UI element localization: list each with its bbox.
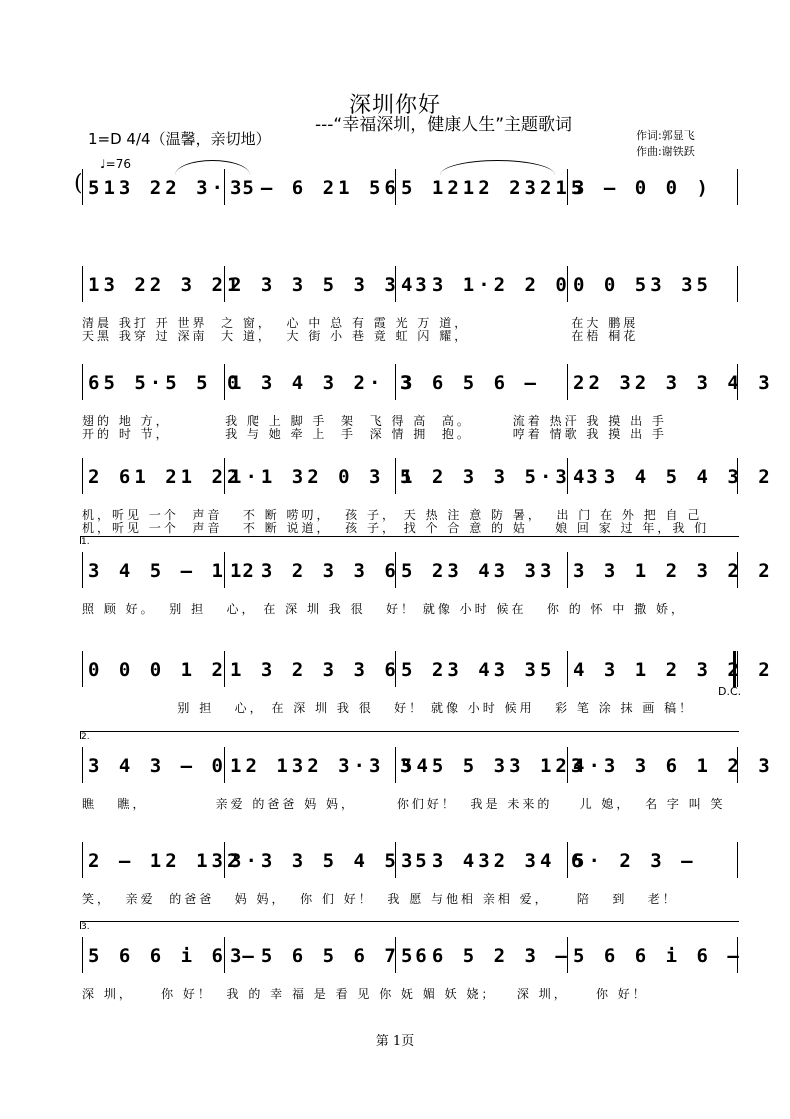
credits	[636, 128, 695, 160]
lyric-line: 天黑 我穿 过 深南 大 道， 大 街 小 巷 竟 虹 闪 耀， 在梧 桐花	[82, 329, 639, 343]
measure: 2 3 3 5 3 3 3	[230, 274, 431, 296]
bar-line	[737, 266, 738, 302]
measure: 5 23 43 35	[401, 659, 556, 681]
lyric-line: 别 担 心， 在 深 圳 我 很 好！ 就像 小时 候用 彩 笔 涂 抹 画 稿！	[82, 701, 695, 715]
measure: 0 0 53 35	[573, 274, 712, 296]
bar-line	[82, 937, 83, 973]
measure: 5 23 43 33	[401, 560, 556, 582]
lyric-line: 机，听见 一个 声音 不 断 唠叨， 孩 子， 天 热 注 意 防 暑， 出 门 在 外 把 自 己	[82, 508, 703, 522]
measure: 5 1212 23215	[401, 177, 587, 199]
measure: 4 3 1·2 2 0	[401, 274, 571, 296]
lyric-line: 开的 时 节， 我 与 她 牵 上 手 深 情 拥 抱。 哼着 情歌 我 摸 出 手	[82, 427, 667, 441]
bar-line	[82, 552, 83, 588]
measure: 5 6 5 2 3 –	[401, 945, 571, 967]
measure: 2 – 12 132	[88, 850, 243, 872]
lyric-line: 机，听见 一个 声音 不 断 说道， 孩 子， 找 个 合 意 的 姑 娘 回 家 过 年，我 们	[82, 521, 710, 535]
bar-line	[737, 169, 738, 205]
measure: 3 3 432 34 6	[401, 850, 587, 872]
bar-line	[82, 266, 83, 302]
volta-bracket	[80, 731, 739, 732]
measure: 22 32 3 3 4 3	[573, 372, 774, 394]
measure: 1 2 3 3 5·3 3	[401, 466, 602, 488]
lyric-line: 深 圳， 你 好！ 我 的 幸 福 是 看 见 你 妩 媚 妖 娆； 深 圳， 你 好！	[82, 987, 648, 1001]
bar-line	[567, 651, 568, 687]
measure: 1 3 2 3 3 6	[230, 560, 400, 582]
song-title: 深圳你好	[348, 93, 441, 118]
measure: 3 4 3 – 0	[88, 755, 227, 777]
key-signature: 1=D 4/4（温馨，亲切地）	[88, 130, 271, 148]
lyric-line: 清晨 我打 开 世界 之 窗， 心 中 总 有 霞 光 万 道， 在大 鹏展	[82, 316, 639, 330]
bar-line	[737, 842, 738, 878]
bar-line	[82, 651, 83, 687]
measure: 4 3 1 2 3 2 2	[573, 659, 774, 681]
volta-number: 3.	[81, 922, 90, 932]
page-number: 第 1页	[375, 1034, 415, 1049]
measure: 3·3 3 5 4 5 5	[230, 850, 431, 872]
measure: 3 – 6 21 56	[230, 177, 400, 199]
measure: 65 5·5 5 0	[88, 372, 243, 394]
da-capo-marking: D.C.	[718, 685, 742, 698]
lyric-line: 瞧 瞧， 亲爱 的爸爸 妈 妈， 你们好！ 我是 未来的 儿 媳， 名 字 叫 笑	[82, 797, 726, 811]
measure: 5· 2 3 –	[573, 850, 697, 872]
measure: 12 132 3·3 3	[230, 755, 416, 777]
measure: 4·3 3 6 1 2 3	[573, 755, 774, 777]
song-subtitle: ---“幸福深圳，健康人生”主题歌词	[315, 115, 573, 135]
measure: 3 3 1 2 3 2 2	[573, 560, 774, 582]
bar-line	[82, 364, 83, 400]
volta-bracket	[80, 921, 739, 922]
measure: 2 61 21 22	[88, 466, 243, 488]
measure: 0 0 0 1 2	[88, 659, 227, 681]
lyric-line: 笑， 亲爱 的爸爸 妈 妈， 你 们 好！ 我 愿 与他相 亲相 爱， 陪 到 老！	[82, 892, 678, 906]
bar-line	[82, 747, 83, 783]
measure: 1·1 32 0 3 5	[230, 466, 416, 488]
measure: 1 3 2 3 3 6	[230, 659, 400, 681]
measure: 513 22 3· 5	[88, 177, 258, 199]
volta-number: 1.	[81, 537, 90, 547]
slur-mark	[175, 160, 250, 175]
repeat-paren: (	[74, 171, 83, 196]
measure: 1 3 4 3 2· 3	[230, 372, 416, 394]
measure: 3 5 6 5 6 7 6	[230, 945, 431, 967]
bar-line	[82, 458, 83, 494]
lyricist-credit: 作词:郭显飞	[636, 129, 695, 142]
lyric-line: 照 顾 好。 别 担 心， 在 深 圳 我 很 好！ 就像 小时 候在 你 的 怀 中 撒 娇，	[82, 602, 686, 616]
measure: 545 5 33 123	[401, 755, 587, 777]
lyric-line: 翅的 地 方， 我 爬 上 脚 手 架 飞 得 高 高。 流着 热汗 我 摸 出 手	[82, 414, 667, 428]
measure: 3 6 5 6 –	[401, 372, 540, 394]
measure: 13 22 3 21	[88, 274, 243, 296]
slur-mark	[440, 160, 555, 175]
measure: 5 6 6 i 6 –	[88, 945, 258, 967]
volta-bracket	[80, 536, 739, 537]
measure: 5 6 6 i 6 –	[573, 945, 743, 967]
measure: 3 4 5 – 1 2	[88, 560, 258, 582]
volta-number: 2.	[81, 732, 90, 742]
bar-line	[82, 842, 83, 878]
tempo-marking: ♩=76	[100, 157, 131, 171]
composer-credit: 作曲:谢铁跃	[636, 145, 695, 158]
measure: 4 3 4 5 4 3 2	[573, 466, 774, 488]
bar-line	[567, 552, 568, 588]
measure: 3 – 0 0 )	[573, 177, 712, 199]
bar-line	[567, 364, 568, 400]
